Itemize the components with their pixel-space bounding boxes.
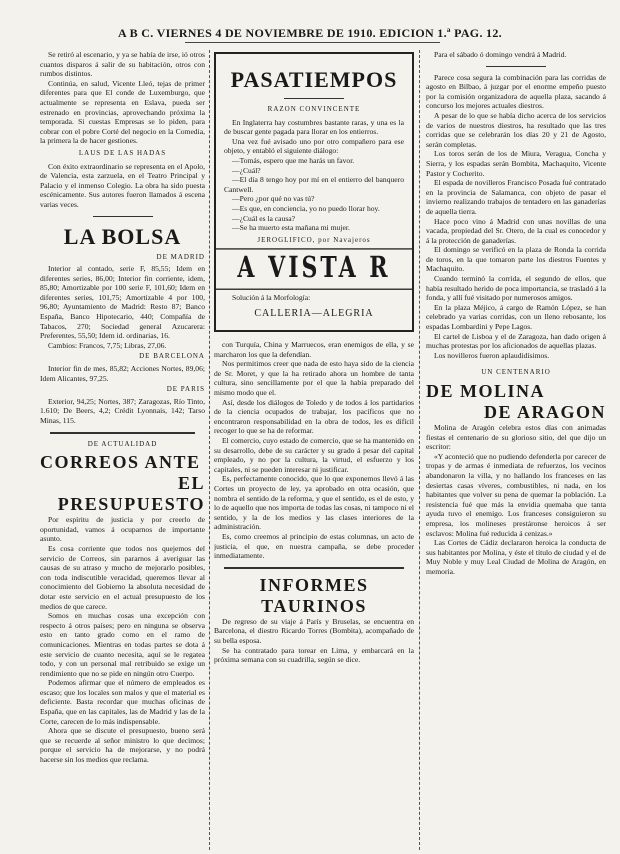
subheading: RAZON CONVINCENTE [267, 105, 361, 113]
pasatiempos-box [214, 52, 414, 332]
molina-heading-line2: DE ARAGON [483, 402, 606, 422]
paragraph: «Y aconteció que no pudiendo defenderla por carecer de tropas y de armas é inmediata de refuerzos, los vecinos abandonaron la villa, y no hallando los franceses en las desiertas casas víveres, combustibles, ni nada, en los habitantes que volver su pena de quemar la población. La resistencia fué que más la envidia quemaba que tanta ayuda tuvo el enemigo. Los franceses consiguieron su empresa, los molineses prestáronse heroicos á ser esclavos: Molina fué reducida á cenizas.» [426, 451, 606, 538]
pasatiempos-heading: PASATIEMPOS [230, 67, 398, 92]
paragraph: Los toros serán de los de Miura, Veragua, Concha y Sierra, y los espadas serán Bombita, Machaquito, Vicente Pastor y Cocherito. [426, 149, 606, 178]
solution-label: Solución á la Morfología: [232, 292, 311, 302]
paragraph: Somos en muchas cosas una excepción con respecto á otros países; pero en ninguna se observa esto en tanto grado como en el ramo de comunicaciones. Mientras en todas partes se dota á este servicio de cuanto necesita, aquí se le regatea todo, y con un personal mal retribuido se exige un rendimiento que no se pide en ningún otro Cuerpo. [40, 611, 205, 678]
paragraph: De regreso de su viaje á París y Bruselas, se encuentra en Barcelona, el diestro Ricardo Torres (Bombita), acompañado de su bella esposa. [214, 616, 414, 645]
divider [93, 216, 153, 217]
paragraph: Podemos afirmar que el número de empleados es escaso; que los locales son malos y que el material es deficiente. Basta recordar que muchas oficinas de España, que en las capitales, las de Madrid y las de la Corte, carecen de lo más indispensable. [40, 678, 205, 726]
paragraph: —Es que, en conciencia, yo no puedo llorar hoy. [232, 203, 380, 213]
paragraph: Por espíritu de justicia y por creerlo de oportunidad, vamos á ocuparnos de importante asunto. [40, 515, 205, 544]
paragraph: Hace poco vino á Madrid con unas novillas de una vacada, propiedad del Sr. Otero, de la cual es conocedor y á la protección de ganaderías. [426, 216, 606, 245]
paragraph: Así, desde los diálogos de Toledo y de todos á los partidarios de la ciencia ocupados de trabajar, los pacíficos que no encontraron responsabilidad en la obra de todos, les es difícil recoger lo que se ha de reformar. [214, 397, 414, 436]
dateline-paris: DE PARIS [166, 385, 205, 394]
correos-heading-line2: EL PRESUPUESTO [57, 473, 205, 515]
paragraph: Nos permitimos creer que nada de esto haya sido de la ciencia de Sr. Moret, y que la ha retirado ahora un hombre de tanta cultura, sino sencillamente por el que la había preparado del mismo modo que el. [214, 359, 414, 398]
jeroglifico-puzzle: A VISTA R [216, 249, 412, 290]
paragraph: A pesar de lo que se había dicho acerca de los servicios de varios de nuestros diestros, ha resultado que las tres corridas que se celebrarán los días 20 y 21 de Agosto, serán completas. [426, 110, 606, 149]
header-rule [185, 42, 440, 43]
paragraph: El comercio, cuyo estado de comercio, que se ha mantenido en su desarrollo, debe de su carácter y su grado á pesar del capital empleado, y no por la cultura, la virtud, el esfuerzo y los capitales, ni se pueden interesar ni justificar. [214, 436, 414, 474]
paragraph: Para el sábado ó domingo vendrá á Madrid. [434, 50, 567, 59]
paragraph: Es, como creemos al principio de estas columnas, un acto de justicia, el que, en nuestra campaña, se debe proceder inmediatamente. [214, 531, 414, 561]
paragraph: —El día 8 tengo hoy por mí en el entierro del banquero Cantwell. [224, 175, 404, 194]
divider [224, 567, 404, 569]
paragraph: El cartel de Lisboa y el de Zaragoza, han dado origen á muchas protestas por los aficionados de aquellas plazas. [426, 331, 606, 351]
paragraph: Parece cosa segura la combinación para las corridas de agosto en Bilbao, á juzgar por el enorme empeño puesto por la comisión organizadora de aquella plaza, sacando á concurso los mejores actuales diestros. [426, 72, 606, 111]
right-column [426, 50, 606, 850]
paragraph: Es, perfectamente conocido, que lo que exponemos llevó á las Cortes un proyecto de ley, ya aprobado en otra ocasión, que nombra el sentido de la reforma, y que el sentido, es el de esto, y lo de aquello que nos importa de todas las cosas, ni tampoco ni el sentido, y la de los medios y las clases interiores de la administración. [214, 474, 414, 532]
paragraph: Se retiró al escenario, y ya se había de irse, ió otros cuantos disparos á salir de su habitación, otros con rumbos distintos. [40, 50, 205, 79]
paragraph: —Tomás, espero que me harás un favor. [232, 155, 355, 165]
paragraph: —¿Cuál? [232, 165, 261, 175]
paragraph: En la plaza Méjico, á cargo de Ramón López, se han celebrado ya varias corridas, con un lleno rebosante, los espadas Lombardini y Pepe Lagos. [426, 302, 606, 332]
kicker: DE ACTUALIDAD [87, 439, 158, 448]
la-bolsa-heading: LA BOLSA [63, 223, 182, 249]
divider [284, 98, 344, 99]
paragraph: Exterior, 94,25; Nortes, 387; Zaragozas, Río Tinto, 1.610; De Beers, 4,2; Crédit Lyonnais, 142; Tarso Minas, 115. [40, 396, 205, 425]
divider [486, 66, 546, 67]
paragraph: Cambios: Francos, 7,75; Libras, 27,06. [48, 340, 167, 350]
divider [50, 432, 195, 434]
page-header: A B C. VIERNES 4 DE NOVIEMBRE DE 1910. EDICION 1.ª PAG. 12. [118, 26, 502, 40]
paragraph: Continúa, en salud, Vicente Lleó, tejas de primer diferentes para que El conde de Luxemburgo, que actualmente se representa en Eslava, pueda ser estrenado en provincias, aprovechando próxima la temporada. Si cuestas Empresas se lo piden, para cobrar con el pobre Corté del negocio en la Comedia, la primera la de hacer gestiones. [40, 78, 205, 146]
dateline-barcelona: DE BARCELONA [139, 352, 205, 361]
paragraph: Es cosa corriente que todos nos quejemos del servicio de Correos, sin pararnos á averiguar las causas de su atraso y mucho de mejorarlo posibles, con toda indiscutible veracidad, queremos llevar al conocimiento del Gobierno la absoluta necesidad de dotar este servicio en el actual presupuesto de los medios de que carece. [40, 543, 205, 611]
dateline-madrid: DE MADRID [156, 252, 205, 261]
paragraph: Los novilleros fueron aplaudidísimos. [434, 350, 550, 360]
left-column [40, 50, 205, 850]
paragraph: Interior fin de mes, 85,82; Acciones Nortes, 89,06; Idem Alicantes, 97,25. [40, 364, 205, 383]
paragraph: —Se ha muerto esta mañana mi mujer. [232, 223, 350, 233]
paragraph: Ahora que se discute el presupuesto, bueno será que se recuerde al señor ministro lo que decimos; porque el servicio ha de mejorarse, y no podrá hacerse sin los medios que reclama. [40, 726, 205, 765]
molina-heading-line1: DE MOLINA [426, 381, 546, 401]
paragraph: En Inglaterra hay costumbres bastante raras, y una es la de buscar gente pagada para llorar en los entierros. [224, 117, 404, 137]
paragraph: Interior al contado, serie F, 85,55; Idem en diferentes series, 86,00; Interior fin corriente, idem, 85,80; Amortizable por 100 serie F, 101,60; Idem en diferentes series, 101,75; Amortizable 4 por 100, 96,80; Ayuntamiento de Madrid: Resto 87; Banco España, Banco Hipotecario, 440; Compañía de Tabacos, 270; Sociedad general Azucarera: Preferentes, 55,50; Idem id. ordinarias, 16. [40, 264, 205, 341]
paragraph: —Pero ¿por qué no vas tú? [232, 194, 315, 204]
paragraph: El espada de novilleros Francisco Posada fué contratado en la provincia de Salamanca, con objeto de pasar el invierno realizando trabajos de tentadero en las ganaderías de aquella tierra. [426, 178, 606, 216]
solution: CALLERIA—ALEGRIA [254, 307, 374, 319]
paragraph: con Turquía, China y Marruecos, eran enemigos de ella, y se marcharon los que la defendían. [214, 340, 414, 359]
informes-taurinos-heading: INFORMES TAURINOS [259, 574, 369, 616]
paragraph: Se ha contratado para torear en Lima, y embarcará en la próxima semana con su cuadrilla, según se dice. [214, 645, 414, 665]
paragraph: —¿Cuál es la causa? [232, 213, 296, 223]
column-divider [209, 50, 210, 850]
paragraph: El domingo se verificó en la plaza de Ronda la corrida de toros, en la que tomaron parte los diestros Fuentes y Machaquito. [426, 245, 606, 274]
paragraph: Con éxito extraordinario se representa en el Apolo, de Valencia, esta zarzuela, en el Teatro Principal y Palacio y el inmenso Colegio. La obra ha sido puesta escénicamente. Sus autores fueron llamados á escena varias veces. [40, 161, 205, 209]
middle-column [214, 50, 414, 850]
paragraph: Cuando terminó la corrida, el segundo de ellos, que había resultado herido de poca importancia, se trasladó á la fonda, y allí fué visitado por numerosos amigos. [426, 274, 606, 303]
paragraph: Molina de Aragón celebra estos días con animadas fiestas el centenario de su glorioso sitio, del que dijo un escritor: [426, 423, 606, 452]
kicker: UN CENTENARIO [481, 368, 551, 377]
subheading: JEROGLIFICO, por Navajeros [257, 235, 371, 244]
correos-heading-line1: CORREOS ANTE [40, 452, 201, 473]
paragraph: Las Cortes de Cádiz declararon heroica la conducta de sus habitantes por Molina, y éste el título de ciudad y el de Muy Noble y muy Leal Ciudad de Molina de Aragón, en memoria. [426, 538, 606, 576]
subheading: LAUS DE LAS HADAS [78, 148, 167, 157]
paragraph: Una vez fué avisado uno por otro compañero para ese objeto, y entabló el siguiente diálogo: [224, 136, 404, 156]
column-divider [419, 50, 420, 850]
